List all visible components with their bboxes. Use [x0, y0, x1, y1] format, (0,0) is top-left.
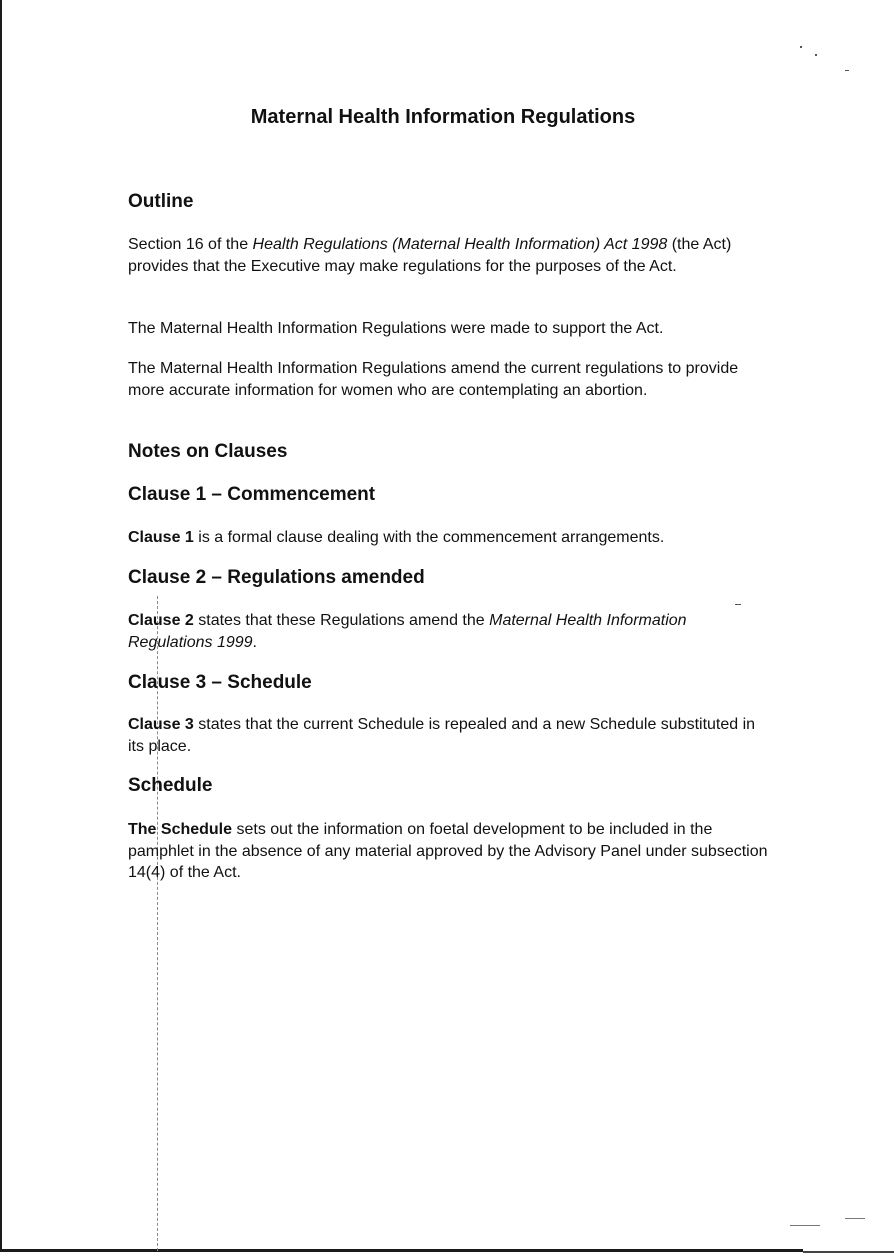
clause2-heading: Clause 2 – Regulations amended [128, 567, 425, 588]
clause3-paragraph [128, 714, 768, 757]
scan-speck [845, 70, 849, 71]
clause3-heading: Clause 3 – Schedule [128, 672, 312, 693]
scan-edge-bottom-right [803, 1251, 894, 1253]
outline-p1-start: Section 16 of the [128, 236, 253, 253]
regulations-title: Maternal Health Information Regulations 1999 [128, 612, 687, 651]
schedule-lead: The Schedule [128, 821, 233, 838]
schedule-heading: Schedule [128, 775, 213, 796]
scan-edge-bottom [0, 1249, 803, 1252]
clause2-end: . [252, 633, 257, 651]
clause2-lead: Clause 2 [128, 612, 194, 629]
clause2-paragraph [128, 610, 768, 653]
schedule-text: sets out the information on foetal development to be included in the pamphlet in the absence of any material approved by the Advisory Panel under subsection 14(4) of the Act. [128, 821, 768, 881]
outline-p1-end: (the Act) provides that the Executive may make regulations for the purposes of the Act. [128, 236, 732, 275]
outline-paragraph-3: The Maternal Health Information Regulations amend the current regulations to provide more accurate information for women who are contemplating an abortion. [128, 360, 739, 399]
scan-speck [790, 1225, 820, 1226]
schedule-paragraph [128, 819, 768, 884]
scan-speck [815, 54, 817, 56]
scan-artifact-line [157, 596, 158, 1251]
scan-speck [735, 604, 741, 605]
clause2-text: states that these Regulations amend the [193, 612, 490, 629]
clause1-heading: Clause 1 – Commencement [128, 484, 376, 505]
clause1-lead: Clause 1 [128, 529, 194, 546]
clause3-lead: Clause 3 [128, 716, 194, 733]
scan-speck [800, 46, 802, 48]
scan-edge-left [0, 0, 2, 1250]
scan-speck [845, 1218, 865, 1219]
clause1-text: is a formal clause dealing with the commencement arrangements. [193, 529, 665, 546]
act-title: Health Regulations (Maternal Health Information) Act 1998 [252, 236, 668, 253]
clause3-text: states that the current Schedule is repealed and a new Schedule substituted in its place. [128, 716, 756, 755]
outline-heading: Outline [128, 191, 194, 212]
outline-paragraph-1 [128, 234, 768, 277]
outline-paragraph-2: The Maternal Health Information Regulations were made to support the Act. [128, 320, 664, 337]
notes-heading: Notes on Clauses [128, 441, 288, 462]
clause1-paragraph [128, 527, 768, 549]
document-title: Maternal Health Information Regulations [250, 106, 636, 128]
